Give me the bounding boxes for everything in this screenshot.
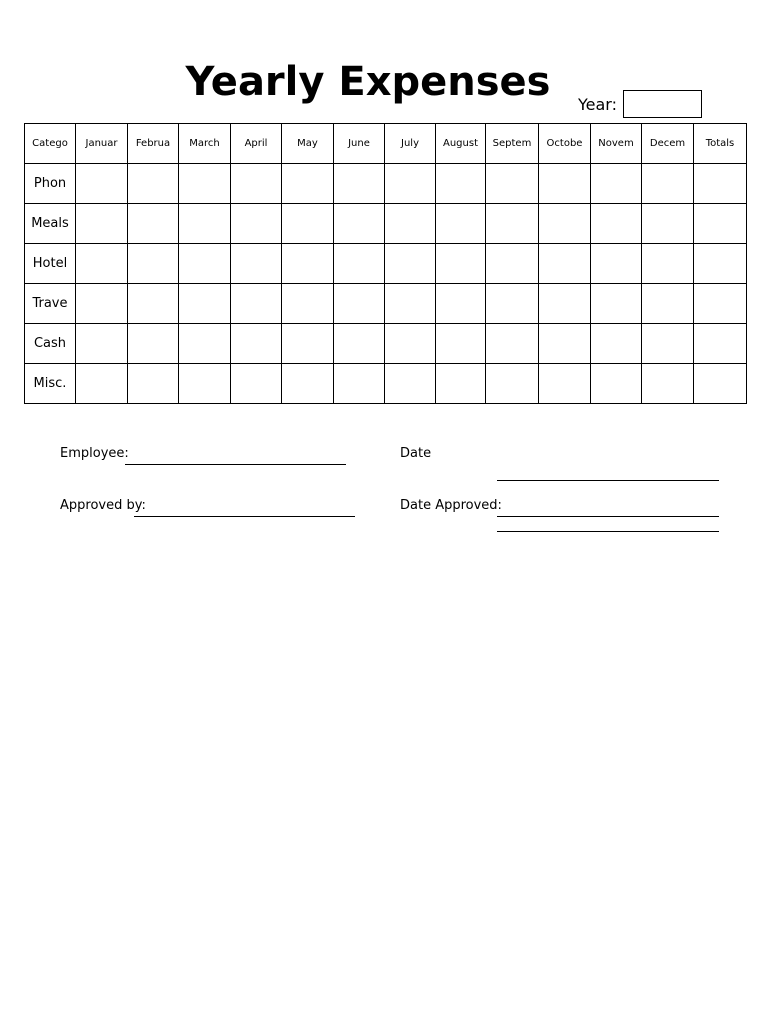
table-row — [25, 204, 747, 244]
row-label: Hotel — [25, 244, 76, 284]
column-header: June — [334, 124, 385, 164]
expense-cell[interactable] — [694, 364, 747, 404]
expense-cell[interactable] — [334, 284, 385, 324]
expense-cell[interactable] — [179, 164, 231, 204]
expense-cell[interactable] — [334, 324, 385, 364]
row-label: Phon — [25, 164, 76, 204]
expense-cell[interactable] — [76, 324, 128, 364]
expenses-table — [24, 123, 747, 404]
approved-by-signature-line[interactable] — [134, 516, 355, 517]
table-header-row — [25, 124, 747, 164]
expense-cell[interactable] — [486, 204, 539, 244]
expense-cell[interactable] — [642, 244, 694, 284]
expense-cell[interactable] — [591, 164, 642, 204]
date-approved-line[interactable] — [497, 516, 719, 517]
expense-cell[interactable] — [539, 364, 591, 404]
expense-cell[interactable] — [334, 204, 385, 244]
expense-cell[interactable] — [179, 324, 231, 364]
expense-cell[interactable] — [642, 204, 694, 244]
expense-cell[interactable] — [642, 324, 694, 364]
column-header: May — [282, 124, 334, 164]
expense-cell[interactable] — [76, 244, 128, 284]
date-approved-extra-line[interactable] — [497, 531, 719, 532]
expense-cell[interactable] — [128, 284, 179, 324]
expense-cell[interactable] — [282, 244, 334, 284]
expense-cell[interactable] — [436, 324, 486, 364]
employee-label: Employee: — [60, 446, 129, 461]
expense-cell[interactable] — [436, 164, 486, 204]
expense-cell[interactable] — [282, 284, 334, 324]
expense-cell[interactable] — [486, 244, 539, 284]
expense-cell[interactable] — [694, 284, 747, 324]
expense-cell[interactable] — [128, 204, 179, 244]
expense-cell[interactable] — [436, 204, 486, 244]
date-label: Date — [400, 446, 432, 461]
table-row — [25, 364, 747, 404]
column-header: Septem — [486, 124, 539, 164]
expense-cell[interactable] — [486, 324, 539, 364]
expense-cell[interactable] — [128, 164, 179, 204]
expense-cell[interactable] — [128, 244, 179, 284]
expense-cell[interactable] — [694, 204, 747, 244]
expense-cell[interactable] — [539, 164, 591, 204]
expense-cell[interactable] — [642, 164, 694, 204]
expense-cell[interactable] — [385, 324, 436, 364]
column-header: Totals — [694, 124, 747, 164]
expense-cell[interactable] — [282, 164, 334, 204]
expense-cell[interactable] — [591, 364, 642, 404]
column-header: Februa — [128, 124, 179, 164]
expense-cell[interactable] — [282, 204, 334, 244]
year-label: Year: — [578, 95, 617, 114]
expense-cell[interactable] — [539, 284, 591, 324]
expense-cell[interactable] — [385, 244, 436, 284]
expense-cell[interactable] — [642, 284, 694, 324]
employee-signature-line[interactable] — [125, 464, 346, 465]
row-label: Meals — [25, 204, 76, 244]
expense-cell[interactable] — [591, 324, 642, 364]
expense-cell[interactable] — [436, 244, 486, 284]
expense-cell[interactable] — [179, 284, 231, 324]
expense-cell[interactable] — [231, 284, 282, 324]
row-label: Trave — [25, 284, 76, 324]
year-field[interactable] — [623, 90, 702, 118]
approved-by-label: Approved by: — [60, 498, 146, 513]
expense-cell[interactable] — [591, 204, 642, 244]
expense-cell[interactable] — [486, 164, 539, 204]
expense-cell[interactable] — [128, 364, 179, 404]
expense-cell[interactable] — [334, 244, 385, 284]
expense-cell[interactable] — [76, 364, 128, 404]
column-header: July — [385, 124, 436, 164]
column-header: Octobe — [539, 124, 591, 164]
expense-cell[interactable] — [539, 324, 591, 364]
expense-cell[interactable] — [694, 324, 747, 364]
table-row — [25, 284, 747, 324]
column-header: April — [231, 124, 282, 164]
expense-cell[interactable] — [179, 244, 231, 284]
expense-cell[interactable] — [76, 284, 128, 324]
table-row — [25, 244, 747, 284]
expense-cell[interactable] — [334, 364, 385, 404]
column-header: Januar — [76, 124, 128, 164]
row-label: Misc. — [25, 364, 76, 404]
expense-cell[interactable] — [436, 284, 486, 324]
column-header: August — [436, 124, 486, 164]
expense-cell[interactable] — [694, 244, 747, 284]
expense-cell[interactable] — [179, 364, 231, 404]
expense-cell[interactable] — [231, 324, 282, 364]
expense-cell[interactable] — [694, 164, 747, 204]
expense-cell[interactable] — [282, 324, 334, 364]
row-label: Cash — [25, 324, 76, 364]
expense-cell[interactable] — [231, 244, 282, 284]
expense-cell[interactable] — [486, 364, 539, 404]
expense-cell[interactable] — [76, 204, 128, 244]
expense-cell[interactable] — [385, 364, 436, 404]
expense-cell[interactable] — [539, 244, 591, 284]
expense-cell[interactable] — [591, 284, 642, 324]
expense-cell[interactable] — [76, 164, 128, 204]
expense-cell[interactable] — [436, 364, 486, 404]
expense-cell[interactable] — [231, 204, 282, 244]
table-row — [25, 324, 747, 364]
date-approved-label: Date Approved: — [400, 498, 502, 513]
expense-cell[interactable] — [486, 284, 539, 324]
expense-cell[interactable] — [385, 204, 436, 244]
column-header: Novem — [591, 124, 642, 164]
expense-cell[interactable] — [539, 204, 591, 244]
column-header: Catego — [25, 124, 76, 164]
expense-cell[interactable] — [385, 284, 436, 324]
table-row — [25, 164, 747, 204]
column-header: March — [179, 124, 231, 164]
expense-cell[interactable] — [282, 364, 334, 404]
page-title: Yearly Expenses — [185, 59, 551, 105]
expense-cell[interactable] — [231, 164, 282, 204]
expense-cell[interactable] — [179, 204, 231, 244]
expense-cell[interactable] — [642, 364, 694, 404]
expense-cell[interactable] — [385, 164, 436, 204]
expense-cell[interactable] — [231, 364, 282, 404]
expense-cell[interactable] — [334, 164, 385, 204]
column-header: Decem — [642, 124, 694, 164]
date-line[interactable] — [497, 480, 719, 481]
expense-cell[interactable] — [128, 324, 179, 364]
expense-cell[interactable] — [591, 244, 642, 284]
